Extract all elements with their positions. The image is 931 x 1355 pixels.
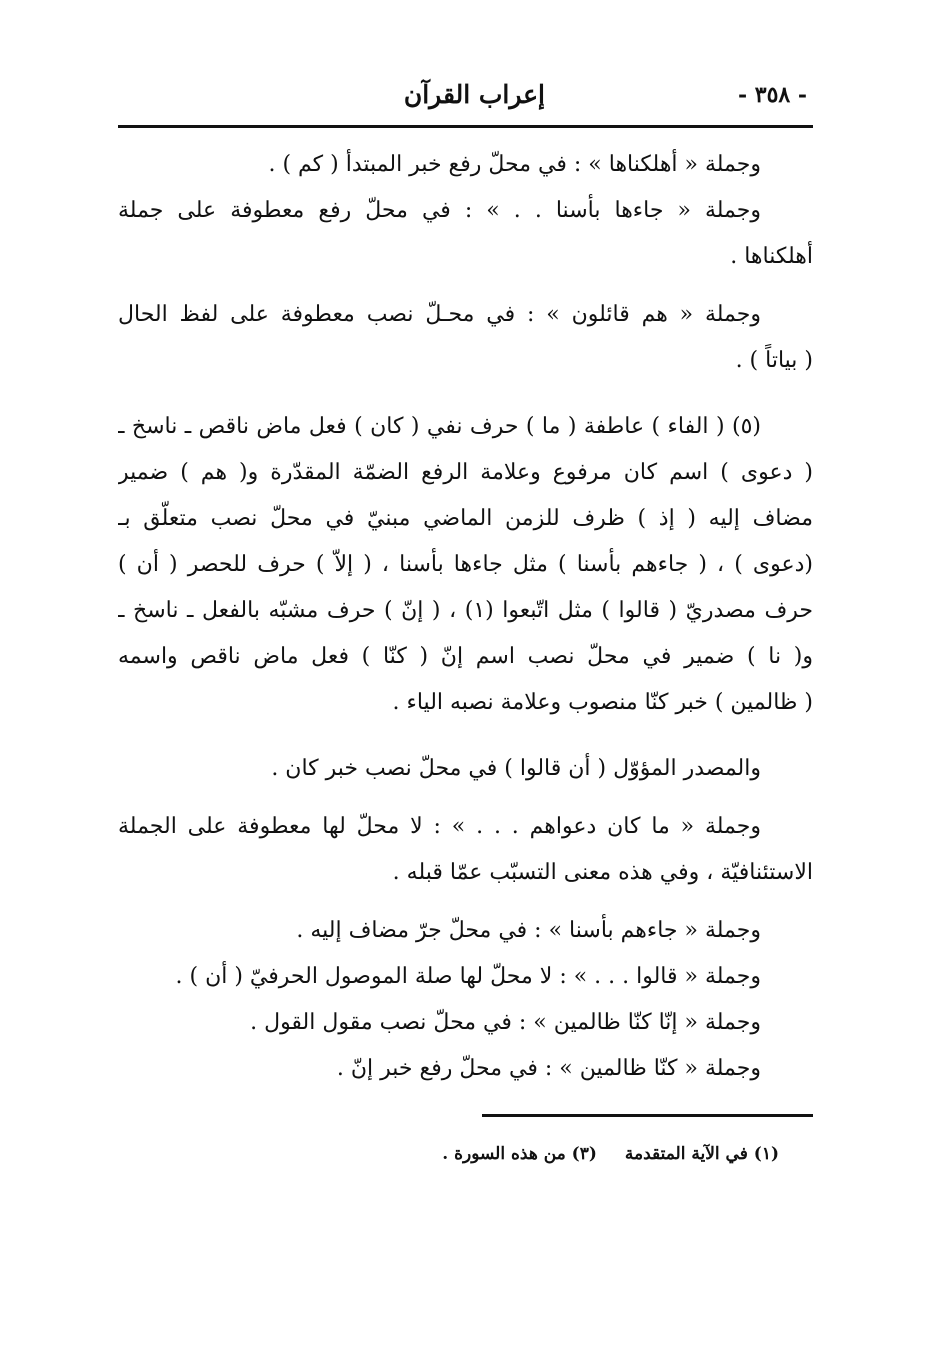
text-line: وجملة « أهلكناها » : في محلّ رفع خبر المبتدأ ( كم ) .: [268, 152, 761, 177]
text-line: أهلكناها .: [730, 244, 813, 269]
footnotes: [442, 1144, 779, 1164]
text-line: ( بياتاً ) .: [735, 348, 813, 373]
text-line: و( نا ) ضمير في محلّ نصب اسم إنّ ( كنّا ) فعل ماض ناقص واسمه: [118, 644, 813, 669]
text-line: (دعوى ) ، ( جاءهم بأسنا ) مثل جاءها بأسنا ، ( إلاّ ) حرف للحصر ( أن ): [118, 552, 813, 577]
text-line: حرف مصدريّ ( قالوا ) مثل اتّبعوا (١) ، ( إنّ ) حرف مشبّه بالفعل ـ ناسخ ـ: [118, 598, 813, 623]
text-line: ( دعوى ) اسم كان مرفوع وعلامة الرفع الضمّة المقدّرة و( هم ) ضمير: [118, 460, 813, 485]
page-header: [118, 78, 813, 122]
text-line: (٥) ( الفاء ) عاطفة ( ما ) حرف نفي ( كان ) فعل ماض ناقص ـ ناسخ ـ: [118, 414, 761, 439]
text-line: ( ظالمين ) خبر كنّا منصوب وعلامة نصبه الياء .: [392, 690, 813, 715]
text-line: وجملة « قالوا . . . » : لا محلّ لها صلة الموصول الحرفيّ ( أن ) .: [175, 964, 761, 989]
text-line: وجملة « جاءهم بأسنا » : في محلّ جرّ مضاف إليه .: [296, 918, 761, 943]
text-line: الاستئنافيّة ، وفي هذه معنى التسبّب عمّا قبله .: [392, 860, 813, 885]
paragraph-gap: [118, 726, 813, 746]
paragraph-gap: [118, 384, 813, 404]
header-rule: [118, 125, 813, 128]
book-title: إعراب القرآن: [403, 80, 545, 109]
text-line: وجملة « هم قائلون » : في محـلّ نصب معطوفة على لفظ الحال: [118, 302, 761, 327]
footnote-1: (١) في الآية المتقدمة: [624, 1144, 779, 1164]
paragraph-gap: [118, 896, 813, 908]
text-line: مضاف إليه ( إذ ) ظرف للزمن الماضي مبنيّ في محلّ نصب متعلّق بـ: [118, 506, 813, 531]
text-line: وجملة « كنّا ظالمين » : في محلّ رفع خبر إنّ .: [336, 1056, 761, 1081]
text-line: وجملة « جاءها بأسنا . . » : في محلّ رفع معطوفة على جملة: [118, 198, 761, 223]
text-line: والمصدر المؤوّل ( أن قالوا ) في محلّ نصب خبر كان .: [271, 756, 761, 781]
text-line: وجملة « ما كان دعواهم . . . » : لا محلّ لها معطوفة على الجملة: [118, 814, 761, 839]
body-text: [118, 142, 813, 1092]
page-number: - ٣٥٨ -: [737, 82, 807, 108]
paragraph-gap: [118, 280, 813, 292]
footnote-rule: [482, 1114, 813, 1117]
paragraph-gap: [118, 792, 813, 804]
text-line: وجملة « إنّا كنّا ظالمين » : في محلّ نصب مقول القول .: [250, 1010, 761, 1035]
footnote-3: (٣) من هذه السورة .: [442, 1144, 597, 1164]
